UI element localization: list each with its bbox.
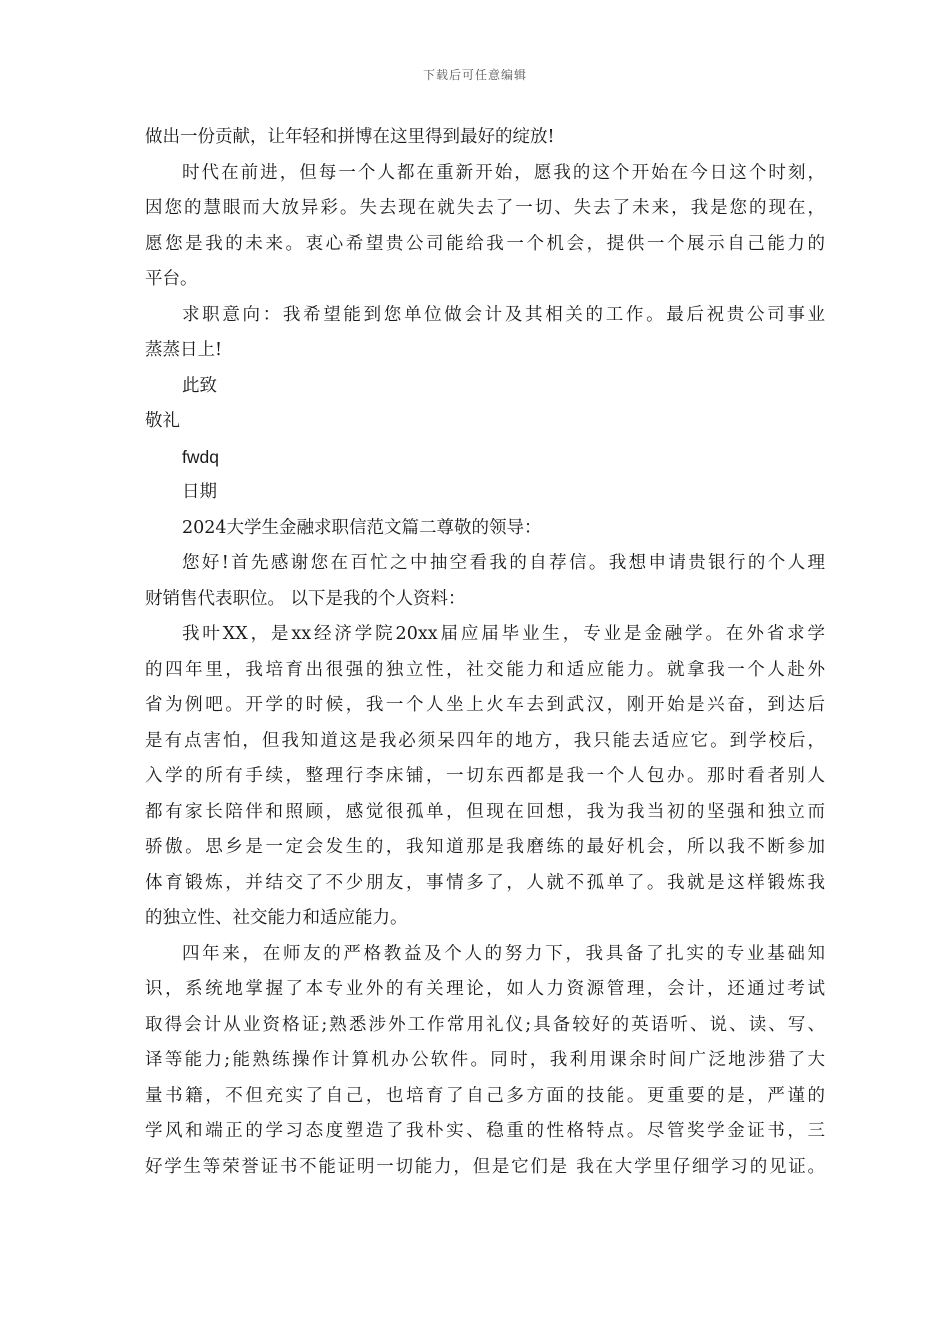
text-line: 取得会计从业资格证;熟悉涉外工作常用礼仪;具备较好的英语听、说、读、写、	[145, 1014, 825, 1035]
text-line: 量书籍，不但充实了自己，也培育了自己多方面的技能。更重要的是，严谨的	[145, 1085, 825, 1106]
text-line: 日期	[182, 482, 217, 502]
text-line: 蒸蒸日上!	[145, 340, 223, 360]
text-line: 愿您是我的未来。衷心希望贵公司能给我一个机会，提供一个展示自己能力的	[145, 233, 825, 254]
page-header: 下载后可任意编辑	[422, 68, 527, 82]
text-line: 您好!首先感谢您在百忙之中抽空看我的自荐信。我想申请贵银行的个人理	[182, 553, 825, 573]
text-line: 骄傲。思乡是一定会发生的，我知道那是我磨练的最好机会，所以我不断参加	[145, 837, 825, 857]
text-line: 体育锻炼，并结交了不少朋友，事情多了，人就不孤单了。我就是这样锻炼我	[145, 872, 825, 893]
text-line: 译等能力;能熟练操作计算机办公软件。同时，我利用课余时间广泛地涉猎了大	[145, 1050, 825, 1070]
text-line: 省为例吧。开学的时候，我一个人坐上火车去到武汉，刚开始是兴奋，到达后	[145, 695, 825, 715]
text-line: 求职意向：我希望能到您单位做会计及其相关的工作。最后祝贵公司事业	[182, 304, 825, 325]
text-line: 2024大学生金融求职信范文篇二尊敬的领导：	[182, 517, 542, 538]
text-line: 都有家长陪伴和照顾，感觉很孤单，但现在回想，我为我当初的坚强和独立而	[145, 801, 825, 822]
text-line: 我叶XX，是xx经济学院20xx届应届毕业生，专业是金融学。在外省求学	[182, 624, 825, 644]
text-line: 学风和端正的学习态度塑造了我朴实、稳重的性格特点。尽管奖学金证书，三	[145, 1121, 825, 1141]
text-line: 财销售代表职位。 以下是我的个人资料：	[145, 588, 466, 609]
text-line: 平台。	[145, 269, 198, 289]
text-line: 四年来，在师友的严格教益及个人的努力下，我具备了扎实的专业基础知	[182, 943, 825, 964]
text-line: 敬礼	[145, 411, 180, 431]
text-line: 时代在前进，但每一个人都在重新开始，愿我的这个开始在今日这个时刻，	[182, 162, 825, 183]
text-line: 的独立性、社交能力和适应能力。	[145, 908, 408, 928]
text-line: 是有点害怕，但我知道这是我必须呆四年的地方，我只能去适应它。到学校后，	[145, 730, 825, 751]
text-line: 此致	[182, 375, 217, 396]
text-line: 做出一份贡献，让年轻和拼博在这里得到最好的绽放!	[145, 127, 555, 147]
text-line: 的四年里，我培育出很强的独立性，社交能力和适应能力。就拿我一个人赴外	[145, 659, 825, 680]
document-body	[145, 120, 825, 1185]
text-line: 入学的所有手续，整理行李床铺，一切东西都是我一个人包办。那时看者别人	[145, 766, 825, 786]
text-line: fwdq	[182, 446, 219, 467]
text-line: 识，系统地掌握了本专业外的有关理论，如人力资源管理，会计，还通过考试	[145, 979, 825, 999]
text-line: 好学生等荣誉证书不能证明一切能力，但是它们是 我在大学里仔细学习的见证。	[145, 1156, 825, 1177]
text-line: 因您的慧眼而大放异彩。失去现在就失去了一切、失去了未来，我是您的现在，	[145, 198, 825, 218]
